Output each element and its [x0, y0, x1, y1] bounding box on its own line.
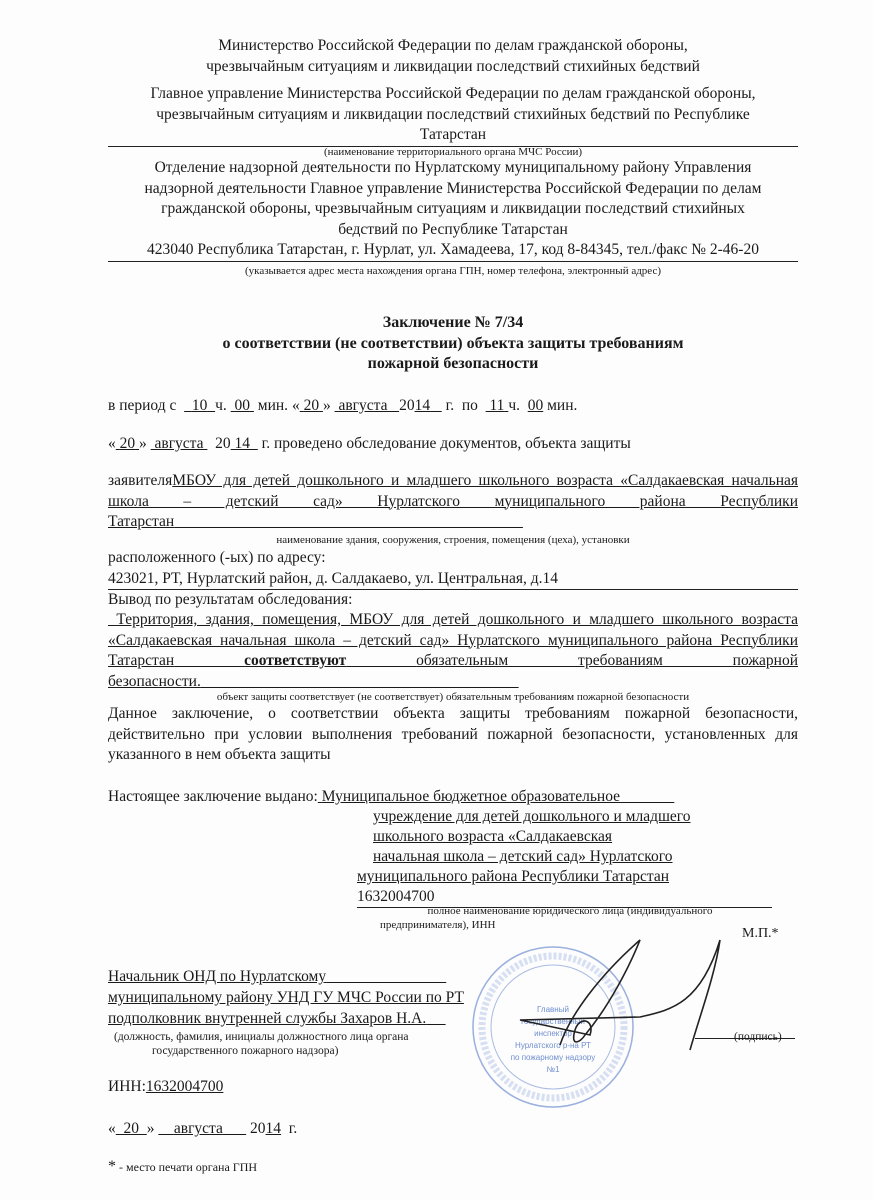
applicant-caption: наименование здания, сооружения, строения, помещения (цеха), установки [276, 534, 630, 546]
svg-text:инспектор: инспектор [534, 1029, 572, 1038]
address-caption: (указывается адрес места нахождения органа ГПН, номер телефона, электронный адрес) [244, 265, 662, 277]
svg-text:государственный: государственный [521, 1017, 585, 1026]
inn: ИНН:1632004700 [108, 1078, 224, 1095]
inspection-date: « 20 » августа 20 14 г. проведено обследование документов, объекта защиты [108, 435, 631, 452]
conclusion-text: Территория, здания, помещения, МБОУ для детей дошкольного и младшего школьного возраста «Салдакаевская начальная школа – детский сад» Нурлатского муниципального района Республики Татарстан соответствуют обязательным требованиям пожарной безопасности. [108, 611, 799, 690]
issued-to-lines: учреждение для детей дошкольного и младшего школьного возраста «Салдакаевская начальная школа – детский сад» Нурлатского муниципального района Республики Татарстан 1632004700 [357, 807, 772, 908]
issued-to: Настоящее заключение выдано: Муниципальное бюджетное образовательное [108, 788, 621, 805]
official-position: Начальник ОНД по Нурлатскому муниципальному району УНД ГУ МЧС России по РТ подполковник внутренней службы Захаров Н.А. [108, 968, 464, 1027]
conclusion-caption: объект защиты соответствует (не соответствует) обязательным требованиям пожарной безопасности [216, 691, 690, 703]
conclusion-label: Вывод по результатам обследования: [108, 591, 353, 608]
main-directorate-caption: (наименование территориального органа МЧС России) [323, 146, 583, 158]
signature-caption: (подпись) [734, 1031, 782, 1043]
issued-caption: полное наименование юридического лица (индивидуального предпринимателя), ИНН [380, 905, 713, 931]
issue-date: « 20 » августа 2014 г. [108, 1120, 298, 1137]
department-address: 423040 Республика Татарстан, г. Нурлат, ул. Хамадеева, 17, код 8-84345, тел./факс № 2-46-20 [108, 240, 798, 262]
footnote: * - место печати органа ГПН [108, 1158, 258, 1175]
inspection-period: в период с 10 ч. 00 мин. « 20 » августа 2014 г. по 11 ч. 00 мин. [108, 397, 578, 414]
stamp-place-label: М.П.* [742, 926, 779, 941]
location: расположенного (-ых) по адресу: 423021, РТ, Нурлатский район, д. Салдакаево, ул. Центральная, д.14 [108, 548, 798, 590]
validity-text: Данное заключение, о соответствии объекта защиты требованиям пожарной безопасности, действительно при условии выполнения требований пожарной безопасности, установленных для указанного в нем объекта защиты [108, 705, 798, 763]
department: Отделение надзорной деятельности по Нурлатскому муниципальному району Управления надзорной деятельности Главное управление Министерства Российской Федерации по делам гражданской обороны, чрезвычайным ситуациям и ликвидации последствий стихийных бедствий по Республике Татарстан [144, 159, 762, 238]
main-directorate: Главное управление Министерства Российской Федерации по делам гражданской обороны, чрезвычайным ситуациям и ликвидации последствий стихийных бедствий по Республике Татарстан [108, 84, 798, 147]
ministry-header: Министерство Российской Федерации по делам гражданской обороны, чрезвычайным ситуациям и ликвидации последствий стихийных бедствий [206, 37, 700, 75]
svg-text:Главный: Главный [537, 1005, 569, 1014]
signature [500, 935, 740, 1065]
svg-text:по пожарному надзору: по пожарному надзору [510, 1053, 596, 1062]
applicant: заявителяМБОУ для детей дошкольного и младшего школьного возраста «Салдакаевская начальная школа – детский сад» Нурлатского муниципального района Республики Татарстан [108, 472, 798, 530]
svg-text:Нурлатского р-на РТ: Нурлатского р-на РТ [515, 1041, 591, 1050]
official-caption: (должность, фамилия, инициалы должностного лица органа государственного пожарного надзора) [114, 1031, 409, 1057]
document-title: Заключение № 7/34 о соответствии (не соответствии) объекта защиты требованиям пожарной безопасности [222, 314, 684, 372]
svg-text:№1: №1 [546, 1065, 560, 1074]
